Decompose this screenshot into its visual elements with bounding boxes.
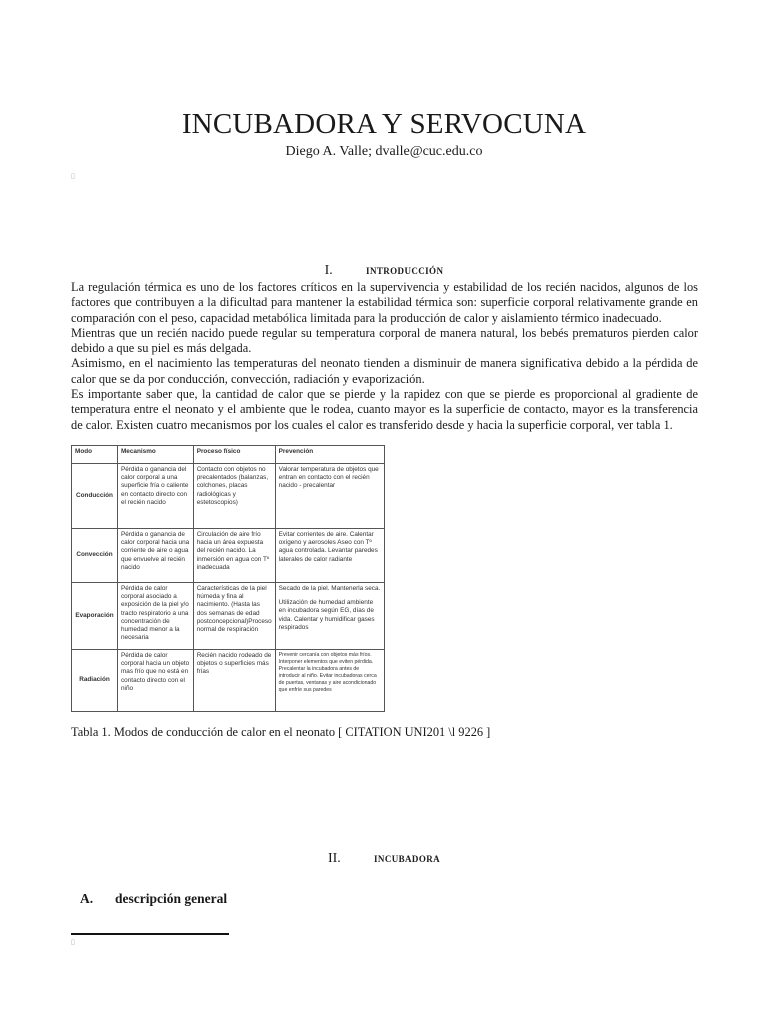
subsection-letter: A. bbox=[80, 891, 94, 906]
table-cell: Pérdida de calor corporal hacia un objeto mas frío que no está en contacto directo con el niño bbox=[117, 650, 193, 712]
table-cell bbox=[275, 583, 384, 650]
table-cell: Evitar corrientes de aire. Calentar oxígeno y aerosoles Aseo con Tº agua controlada. Levantar paredes laterales de calor radiante bbox=[275, 529, 384, 583]
footnote-rule bbox=[71, 933, 229, 935]
table-cell-modo: Convección bbox=[72, 529, 118, 583]
paragraph-marker-top: ▯ bbox=[71, 172, 75, 180]
table-header-cell: Prevención bbox=[275, 446, 384, 464]
table-header-cell: Modo bbox=[72, 446, 118, 464]
heat-modes-table bbox=[71, 445, 385, 712]
table-cell: Circulación de aire frío hacia un área expuesta del recién nacido. La inmersión en agua con Tº inadecuada bbox=[193, 529, 275, 583]
section-heading-introduccion bbox=[0, 262, 768, 279]
paragraph: La regulación térmica es uno de los factores críticos en la supervivencia y estabilidad de los recién nacidos, algunos de los factores que contribuyen a la dificultad para mantener la estabilidad térmica son: superficie corporal relativamente grande en comparación con el peso, capacidad metabólica limitada para la producción de calor y aislamiento térmico inadecuado. bbox=[71, 280, 698, 325]
section-number: II. bbox=[327, 851, 341, 866]
table-cell: Pérdida o ganancia del calor corporal a una superficie fría o caliente en contacto directo con el recién nacido bbox=[117, 464, 193, 529]
table-caption: Tabla 1. Modos de conducción de calor en el neonato [ CITATION UNI201 \l 9226 ] bbox=[71, 725, 491, 739]
table-cell: Recién nacido rodeado de objetos o superficies más frías bbox=[193, 650, 275, 712]
prevention-line: Utilización de humedad ambiente en incubadora según EG, días de vida. Calentar y humidificar gases respirados bbox=[278, 599, 375, 631]
table-cell: Pérdida de calor corporal asociado a exposición de la piel y/o tracto respiratorio a una concentración de humedad menor a la necesaria bbox=[117, 583, 193, 650]
author-line: Diego A. Valle; dvalle@cuc.edu.co bbox=[285, 144, 483, 159]
table-header-cell: Proceso físico bbox=[193, 446, 275, 464]
table-cell: Valorar temperatura de objetos que entran en contacto con el recién nacido - precalentar bbox=[275, 464, 384, 529]
subsection-title: descripción general bbox=[115, 891, 228, 906]
section-label: INCUBADORA bbox=[374, 854, 441, 864]
section-number: I. bbox=[324, 263, 333, 278]
table-cell: Pérdida o ganancia de calor corporal hacia una corriente de aire o agua que envuelve al recién nacido bbox=[117, 529, 193, 583]
prevention-line: Secado de la piel. Mantenerla seca. bbox=[278, 585, 381, 592]
table-header-row bbox=[72, 446, 385, 464]
table-cell-modo: Conducción bbox=[72, 464, 118, 529]
table-row bbox=[72, 650, 385, 712]
table-cell: Prevenir cercanía con objetos más fríos. Interponer elementos que eviten pérdida. Precalentar la incubadora antes de introducir al niño. Evitar incubadoras cerca de puertas, ventanas y aire acondicionado que enfríe sus paredes bbox=[275, 650, 384, 712]
table-row bbox=[72, 583, 385, 650]
table-cell-modo: Radiación bbox=[72, 650, 118, 712]
paragraph: Asimismo, en el nacimiento las temperaturas del neonato tienden a disminuir de manera significativa debido a la pérdida de calor que se da por conducción, convección, radiación y evaporización. bbox=[71, 356, 698, 386]
section-label: INTRODUCCIÓN bbox=[366, 266, 444, 276]
table-cell: Contacto con objetos no precalentados (balanzas, colchones, placas radiológicas y estetoscopios) bbox=[193, 464, 275, 529]
table-cell-modo: Evaporación bbox=[72, 583, 118, 650]
table-row bbox=[72, 529, 385, 583]
subsection-heading bbox=[80, 891, 227, 907]
paragraph: Es importante saber que, la cantidad de calor que se pierde y la rapidez con que se pierde es proporcional al gradiente de temperatura entre el neonato y el ambiente que le rodea, cuanto mayor es la superficie de contacto, mayor es la transferencia de calor. Existen cuatro mecanismos por los cuales el calor es transferido desde y hacia la superficie corporal, ver tabla 1. bbox=[71, 387, 698, 432]
document-title: INCUBADORA Y SERVOCUNA bbox=[181, 108, 587, 140]
table-header-cell: Mecanismo bbox=[117, 446, 193, 464]
paragraph: Mientras que un recién nacido puede regular su temperatura corporal de manera natural, los bebés prematuros pierden calor debido a que su piel es más delgada. bbox=[71, 325, 698, 356]
table-cell: Características de la piel húmeda y fina al nacimiento. (Hasta las dos semanas de edad postconcepcional)Proceso normal de respiración bbox=[193, 583, 275, 650]
paragraph-marker-bottom: ▯ bbox=[71, 938, 75, 946]
section-heading-incubadora bbox=[0, 850, 768, 867]
table-row bbox=[72, 464, 385, 529]
introduction-body bbox=[71, 280, 698, 433]
